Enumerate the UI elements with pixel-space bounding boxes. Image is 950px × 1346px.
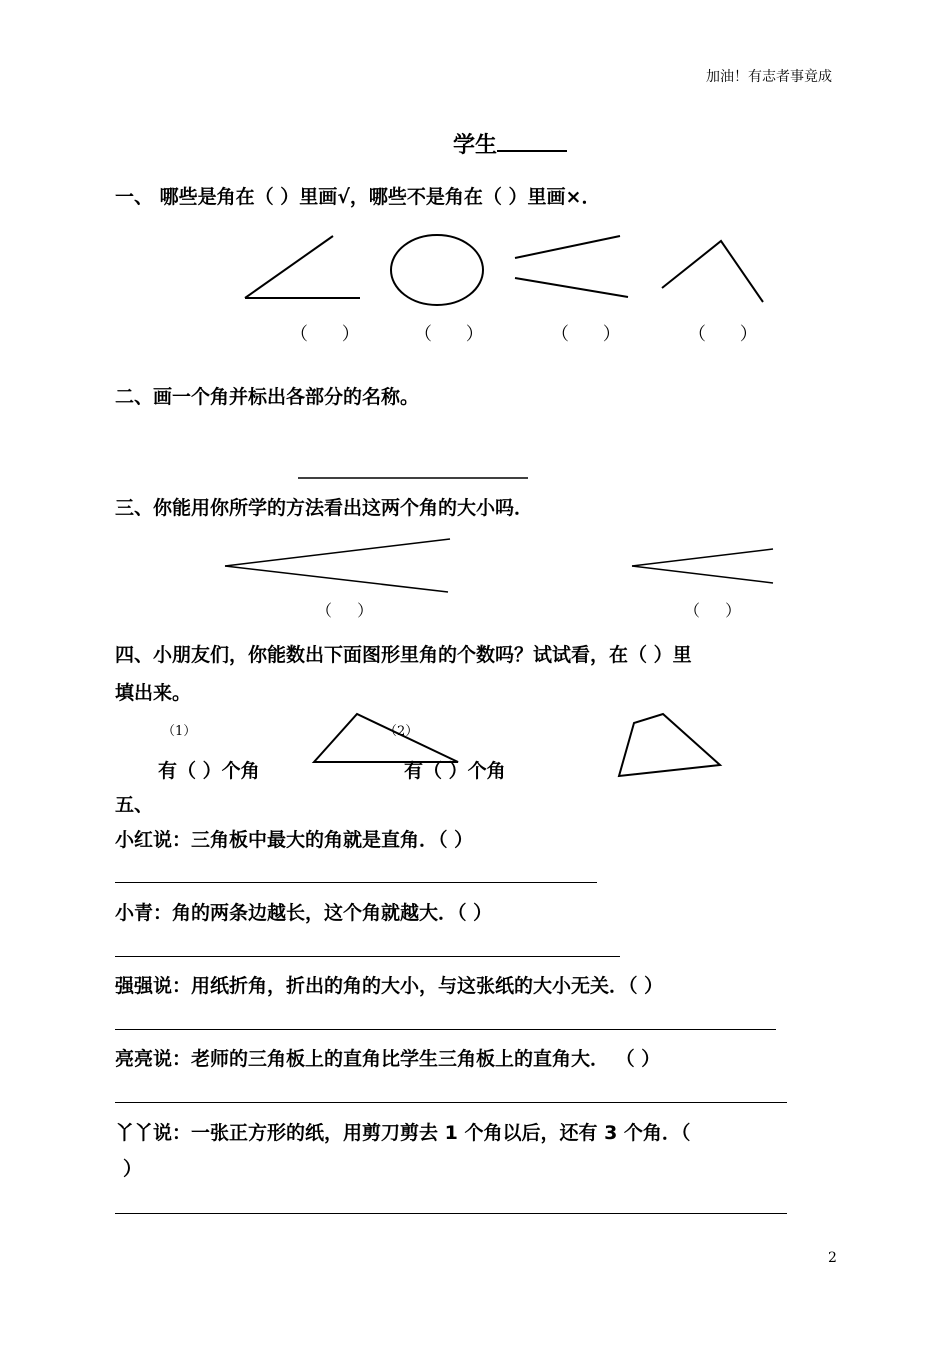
q1-figure-ellipse: [391, 235, 483, 305]
q1-figure-open-lines: [515, 236, 628, 297]
question-5-heading: 五、: [115, 794, 154, 816]
q1-answer-4[interactable]: （ ）: [688, 324, 772, 345]
q5-statement-2: 小青：角的两条边越长，这个角就越大．（ ）: [115, 902, 493, 924]
q4-fig2-label: （2）: [384, 724, 419, 739]
q3-angle-left: [225, 539, 450, 592]
header-motto: 加油！有志者事竟成: [706, 69, 832, 85]
q5-answer-line-3[interactable]: [115, 1029, 776, 1030]
question-2: 二、画一个角并标出各部分的名称。: [115, 386, 420, 408]
question-3: 三、你能用你所学的方法看出这两个角的大小吗．: [115, 497, 534, 519]
q1-figure-bent-line: [662, 241, 763, 302]
q5-statement-1: 小红说：三角板中最大的角就是直角．（ ）: [115, 829, 474, 851]
q5-answer-line-5[interactable]: [115, 1213, 787, 1214]
question-4-line1: 四、小朋友们，你能数出下面图形里角的个数吗？试试看，在（ ）里: [115, 644, 692, 666]
q1-answer-2[interactable]: （ ）: [414, 324, 498, 345]
q1-answer-3[interactable]: （ ）: [551, 324, 635, 345]
q5-answer-line-2[interactable]: [115, 956, 620, 957]
q3-answer-left[interactable]: （ ）: [316, 601, 384, 620]
q4-answer-1[interactable]: 有（ ）个角: [158, 760, 260, 782]
question-4-line2: 填出来。: [115, 682, 192, 704]
page-number: 2: [828, 1250, 837, 1266]
title-label: 学生: [452, 133, 497, 158]
q5-statement-4: 亮亮说：老师的三角板上的直角比学生三角板上的直角大． （ ）: [115, 1048, 661, 1070]
question-1: 一、 哪些是角在（ ）里画√，哪些不是角在（ ）里画×．: [115, 186, 601, 208]
q4-quadrilateral: [619, 714, 720, 776]
q5-statement-5: 丫丫说：一张正方形的纸，用剪刀剪去 1 个角以后，还有 3 个角．（: [115, 1122, 691, 1144]
q5-answer-line-4[interactable]: [115, 1102, 787, 1103]
q3-angle-right: [632, 549, 773, 583]
q1-figure-angle: [245, 236, 360, 298]
q1-answer-1[interactable]: （ ）: [290, 324, 374, 345]
q5-answer-line-1[interactable]: [115, 882, 597, 883]
q4-fig1-label: （1）: [162, 724, 197, 739]
q3-answer-right[interactable]: （ ）: [684, 601, 752, 620]
q4-answer-2[interactable]: 有（ ）个角: [404, 760, 506, 782]
q5-statement-3: 强强说：用纸折角，折出的角的大小，与这张纸的大小无关．（ ）: [115, 975, 664, 997]
q5-statement-5-continuation: ）: [123, 1158, 143, 1180]
